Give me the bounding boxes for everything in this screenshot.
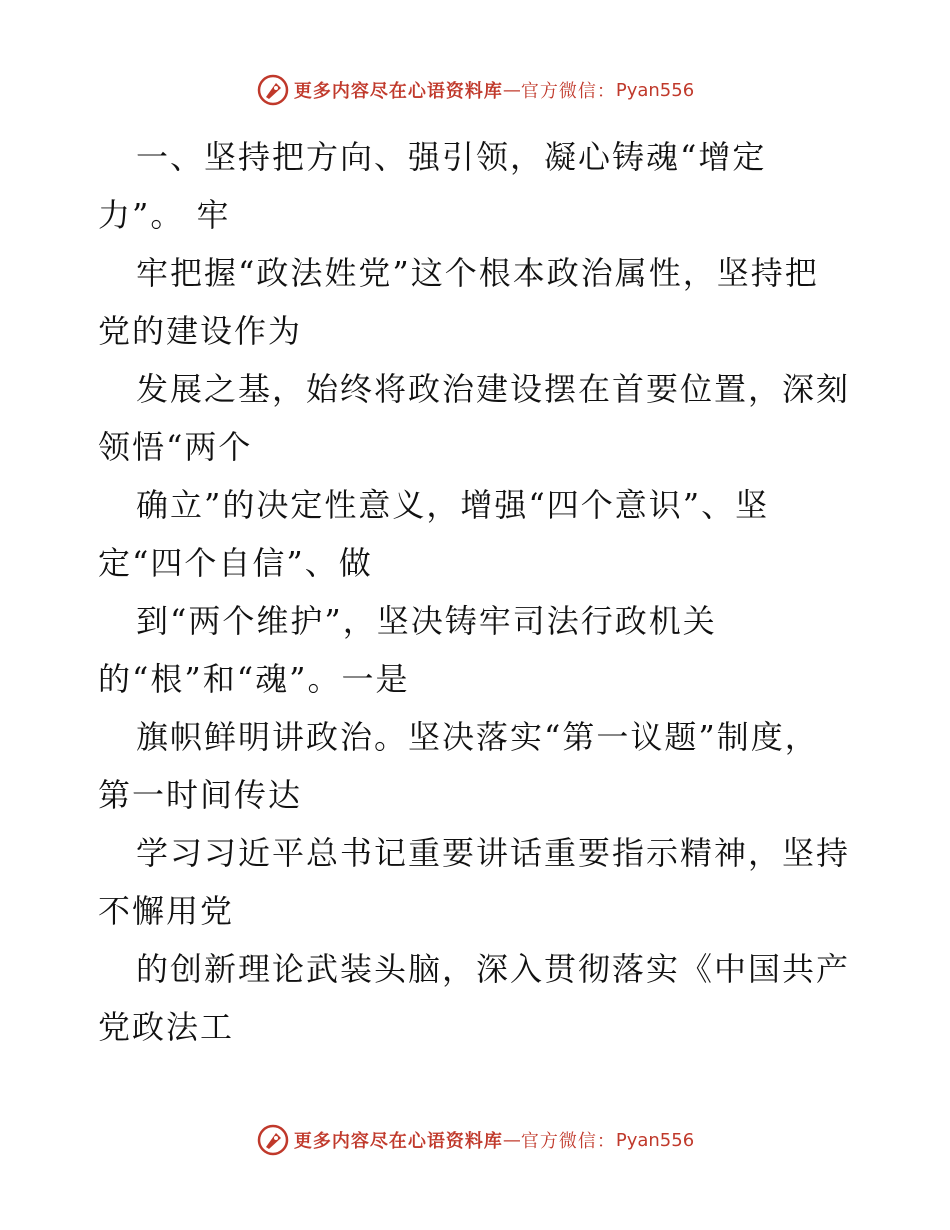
pen-nib-icon [256, 73, 290, 107]
text-line: 党的建设作为 [98, 312, 303, 350]
text-line: 发展之基，始终将政治建设摆在首要位置，深刻 [136, 370, 851, 408]
text-line: 到“两个维护”，坚决铸牢司法行政机关 [136, 602, 717, 640]
text-line: 不懈用党 [98, 892, 235, 930]
watermark-separator: — [502, 1129, 521, 1151]
watermark-title: 更多内容尽在心语资料库 [293, 1131, 503, 1152]
text-line: 第一时间传达 [98, 776, 303, 814]
text-line: 党政法工 [98, 1008, 235, 1046]
footer-watermark [0, 1120, 950, 1160]
header-watermark [0, 70, 950, 110]
watermark-title: 更多内容尽在心语资料库 [293, 81, 503, 102]
text-line: 定“四个自信”、做 [98, 544, 373, 582]
document-body [98, 128, 858, 1056]
text-line: 领悟“两个 [98, 428, 253, 466]
text-line: 的“根”和“魂”。一是 [98, 660, 410, 698]
watermark-separator: — [502, 79, 521, 101]
text-line: 确立”的决定性意义，增强“四个意识”、坚 [136, 486, 770, 524]
text-line: 的创新理论武装头脑，深入贯彻落实《中国共产 [136, 950, 851, 988]
watermark-wechat-id: Pyan556 [615, 79, 695, 101]
text-line: 一、坚持把方向、强引领，凝心铸魂“增定 [136, 138, 767, 176]
pen-nib-icon [256, 1123, 290, 1157]
watermark-wechat-label: 官方微信： [520, 1131, 616, 1152]
text-line: 力”。 牢 [98, 196, 231, 234]
text-line: 牢把握“政法姓党”这个根本政治属性，坚持把 [136, 254, 819, 292]
watermark-wechat-id: Pyan556 [615, 1129, 695, 1151]
text-line: 旗帜鲜明讲政治。坚决落实“第一议题”制度， [136, 718, 819, 756]
text-line: 学习习近平总书记重要讲话重要指示精神，坚持 [136, 834, 851, 872]
watermark-wechat-label: 官方微信： [520, 81, 616, 102]
